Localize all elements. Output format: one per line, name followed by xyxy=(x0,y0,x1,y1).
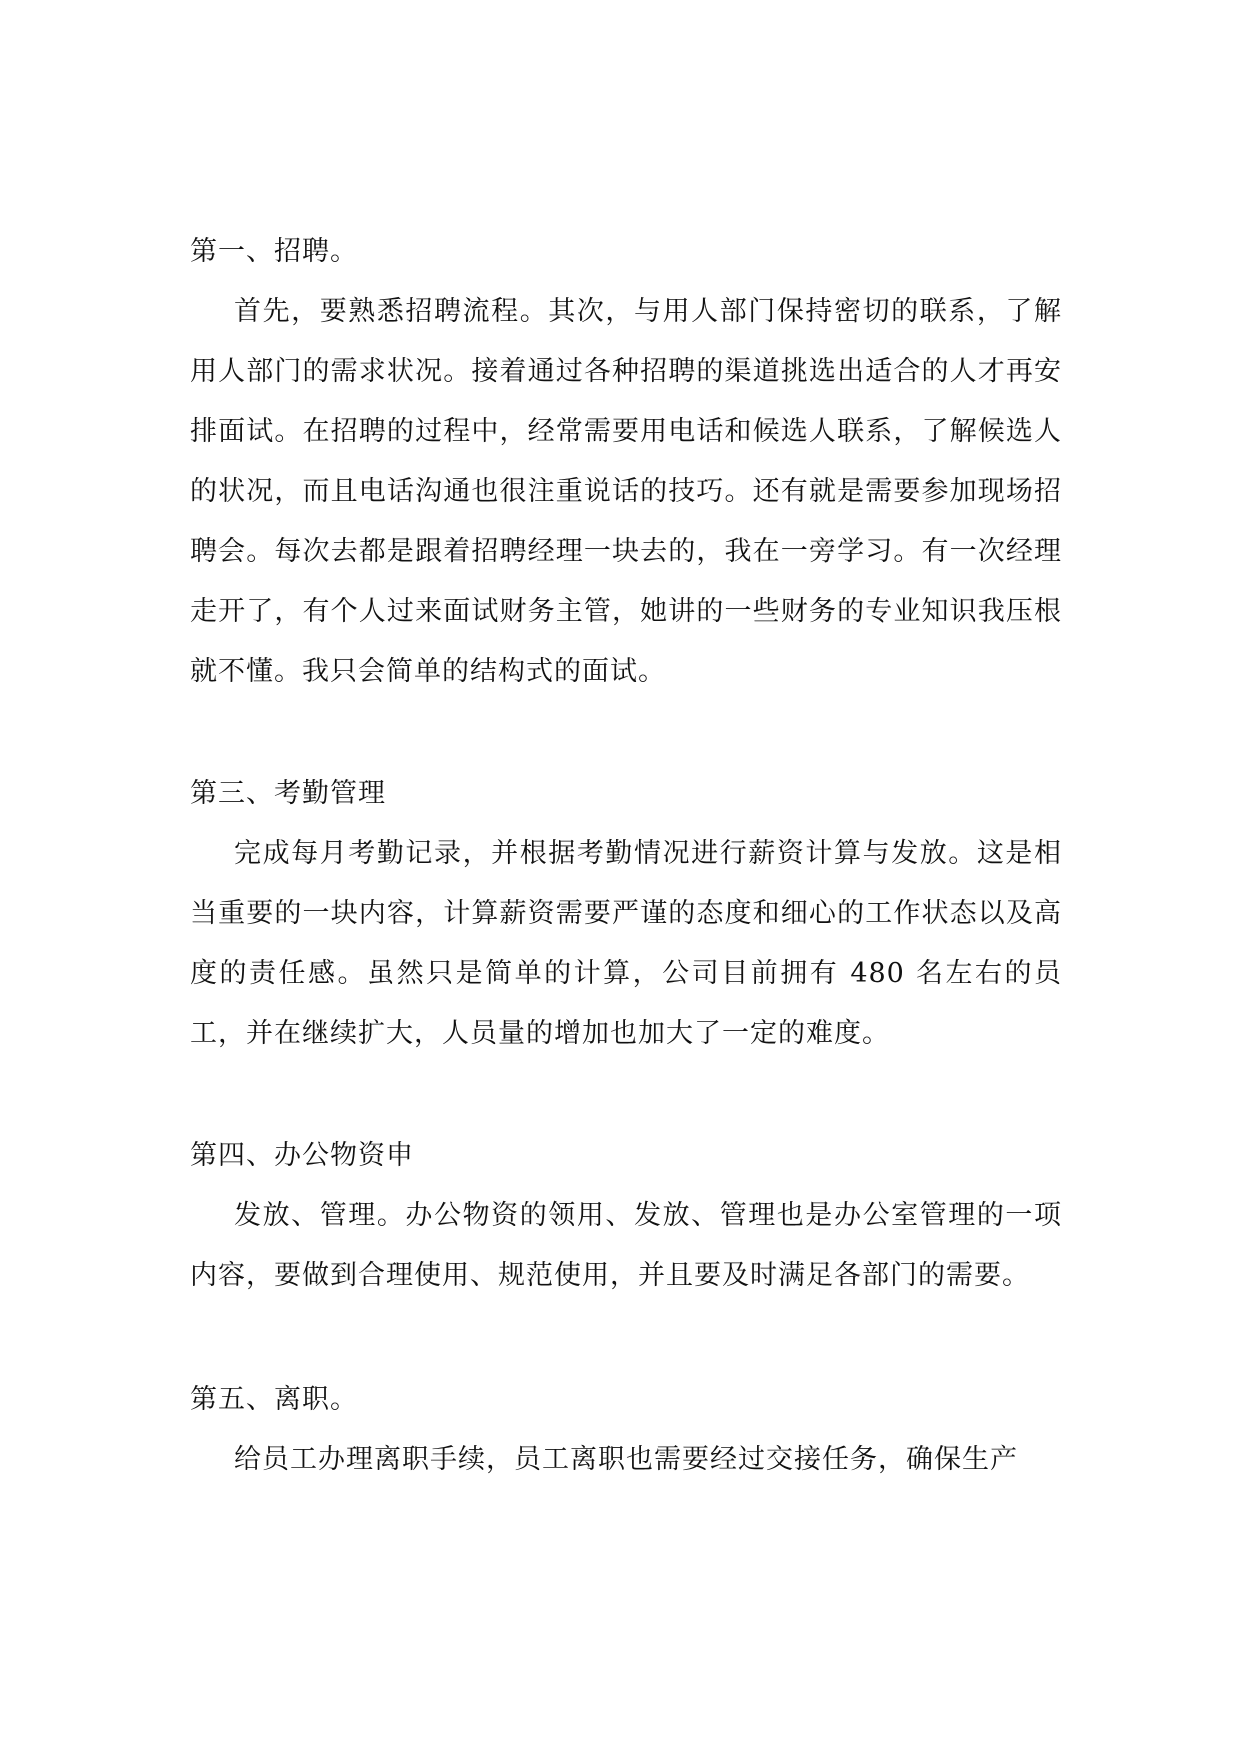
section-paragraph-attendance: 完成每月考勤记录，并根据考勤情况进行薪资计算与发放。这是相当重要的一块内容，计算薪资需要严谨的态度和细心的工作状态以及高度的责任感。虽然只是简单的计算，公司目前拥有 480 名左右的员工，并在继续扩大，人员量的增加也加大了一定的难度。 xyxy=(190,838,1062,1049)
document-body xyxy=(190,222,1062,1490)
section-heading-attendance: 第三、考勤管理 xyxy=(190,778,386,809)
section-heading-resignation: 第五、离职。 xyxy=(190,1384,358,1415)
section-paragraph-office-supplies: 发放、管理。办公物资的领用、发放、管理也是办公室管理的一项内容，要做到合理使用、规范使用，并且要及时满足各部门的需要。 xyxy=(190,1200,1062,1291)
section-paragraph-recruitment: 首先，要熟悉招聘流程。其次，与用人部门保持密切的联系，了解用人部门的需求状况。接着通过各种招聘的渠道挑选出适合的人才再安排面试。在招聘的过程中，经常需要用电话和候选人联系，了解候选人的状况，而且电话沟通也很注重说话的技巧。还有就是需要参加现场招聘会。每次去都是跟着招聘经理一块去的，我在一旁学习。有一次经理走开了，有个人过来面试财务主管，她讲的一些财务的专业知识我压根就不懂。我只会简单的结构式的面试。 xyxy=(190,296,1062,687)
section-spacer xyxy=(190,702,1062,764)
section-spacer xyxy=(190,1306,1062,1370)
section-heading-office-supplies: 第四、办公物资申 xyxy=(190,1140,414,1171)
section-spacer xyxy=(190,1064,1062,1126)
section-heading-recruitment: 第一、招聘。 xyxy=(190,236,358,267)
section-paragraph-resignation: 给员工办理离职手续，员工离职也需要经过交接任务，确保生产 xyxy=(234,1444,1018,1475)
